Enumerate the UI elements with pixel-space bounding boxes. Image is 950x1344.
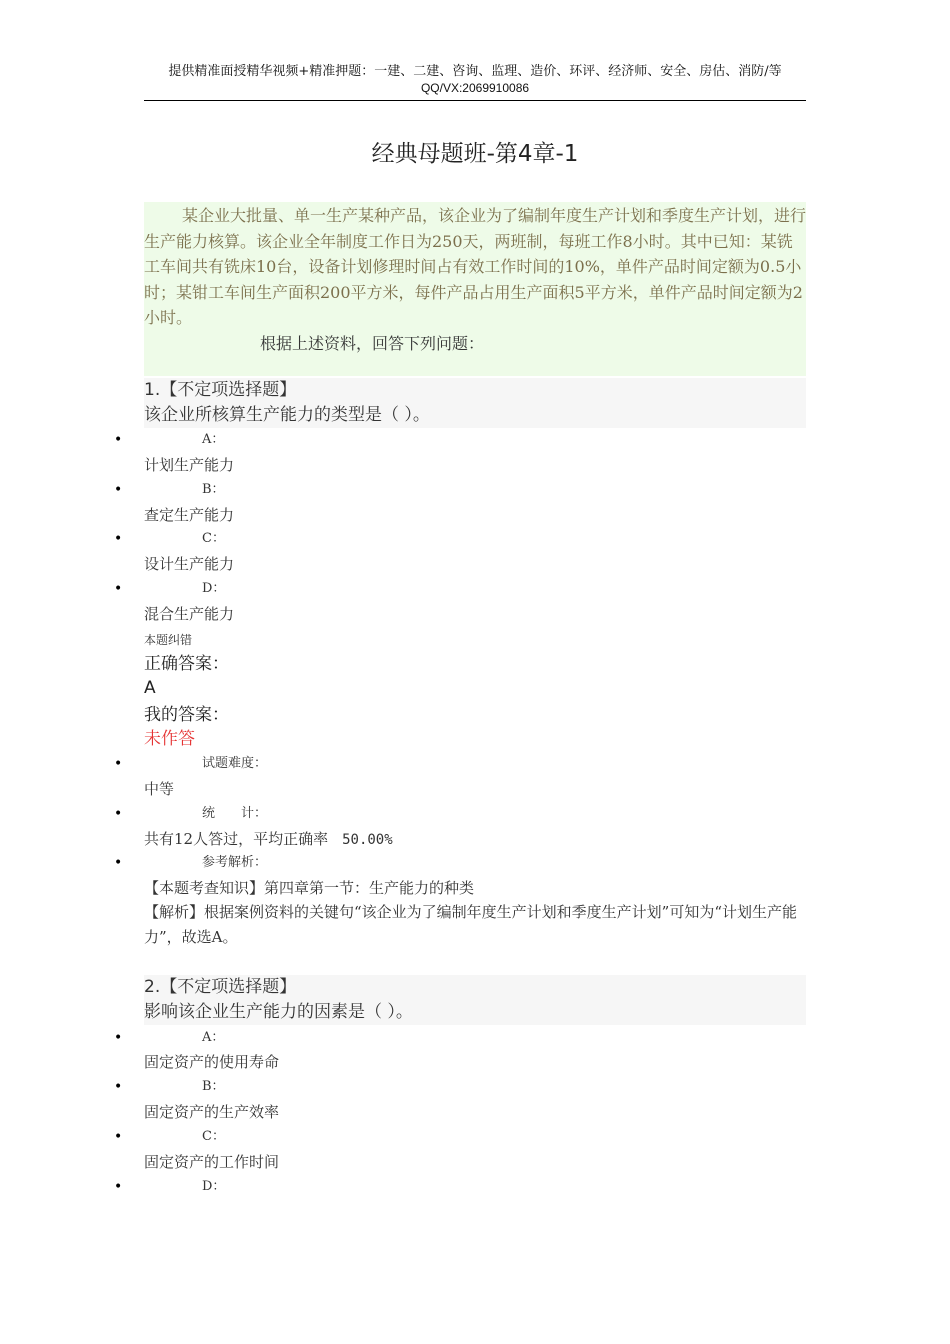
stats-row (114, 804, 804, 824)
question-1-stem: 该企业所核算生产能力的类型是（ ）。 (144, 405, 430, 425)
option-c[interactable] (114, 529, 804, 549)
question-1-header (144, 378, 806, 428)
option-a[interactable] (114, 1028, 804, 1048)
analysis-label: 参考解析： (202, 855, 268, 870)
bullet-icon: • (114, 756, 123, 772)
option-a-text[interactable]: 固定资产的使用寿命 (144, 1053, 280, 1071)
option-a[interactable] (114, 430, 804, 450)
bullet-icon: • (114, 1129, 123, 1145)
bullet-icon: • (114, 806, 123, 822)
analysis-row (114, 853, 804, 873)
page-header (144, 64, 806, 96)
bullet-icon: • (114, 1179, 123, 1195)
bullet-icon: • (114, 1030, 123, 1046)
question-1-title: 1.【不定项选择题】 (144, 380, 297, 400)
question-2-header (144, 975, 806, 1025)
my-answer-label: 我的答案： (144, 705, 229, 725)
option-key: D： (202, 1179, 226, 1194)
case-material (144, 202, 806, 376)
bullet-icon: • (114, 1079, 123, 1095)
correct-answer-label: 正确答案： (144, 654, 229, 674)
option-key: A： (202, 432, 225, 447)
option-c[interactable] (114, 1127, 804, 1147)
difficulty-label: 试题难度： (202, 756, 268, 771)
option-key: D： (202, 581, 226, 596)
option-c-text[interactable]: 固定资产的工作时间 (144, 1153, 280, 1171)
option-key: C： (202, 531, 225, 546)
header-contact-text: QQ/VX:2069910086 (420, 81, 530, 95)
bullet-icon: • (114, 581, 123, 597)
stats-rate: 50.00% (342, 832, 393, 848)
question-2-title: 2.【不定项选择题】 (144, 977, 297, 997)
header-promo-text: 提供精准面授精华视频+精准押题：一建、二建、咨询、监理、造价、环评、经济师、安全、房估、消防/等 (168, 64, 782, 79)
my-answer-value: 未作答 (144, 729, 195, 749)
analysis-knowledge: 【本题考查知识】第四章第一节：生产能力的种类 (144, 879, 475, 897)
correct-answer-value: A (144, 678, 156, 698)
option-c-text[interactable]: 设计生产能力 (144, 555, 235, 573)
option-key: B： (202, 482, 225, 497)
stats-label: 统 计： (202, 806, 268, 821)
option-key: C： (202, 1129, 225, 1144)
option-b[interactable] (114, 1077, 804, 1097)
case-instruction: 根据上述资料，回答下列问题： (260, 333, 485, 353)
stats-value (144, 829, 806, 850)
bullet-icon: • (114, 432, 123, 448)
bullet-icon: • (114, 531, 123, 547)
page-title: 经典母题班-第4章-1 (371, 141, 579, 167)
difficulty-value: 中等 (144, 780, 175, 798)
report-error-link[interactable]: 本题纠错 (144, 633, 193, 647)
option-d-text[interactable]: 混合生产能力 (144, 605, 235, 623)
question-2-stem: 影响该企业生产能力的因素是（ ）。 (144, 1002, 413, 1022)
option-b-text[interactable]: 查定生产能力 (144, 506, 235, 524)
option-d[interactable] (114, 579, 804, 599)
option-key: B： (202, 1079, 225, 1094)
option-b-text[interactable]: 固定资产的生产效率 (144, 1103, 280, 1121)
stats-text: 共有12人答过，平均正确率 (144, 830, 329, 848)
option-key: A： (202, 1030, 225, 1045)
analysis-text: 【解析】根据案例资料的关键句“该企业为了编制年度生产计划和季度生产计划”可知为“计划生产能力”，故选A。 (144, 903, 798, 946)
option-a-text[interactable]: 计划生产能力 (144, 456, 235, 474)
option-d[interactable] (114, 1177, 804, 1197)
case-paragraph: 某企业大批量、单一生产某种产品，该企业为了编制年度生产计划和季度生产计划，进行生产能力核算。该企业全年制度工作日为250天，两班制，每班工作8小时。其中已知：某铣工车间共有铣床10台，设备计划修理时间占有效工作时间的10%，单件产品时间定额为0.5小时；某钳工车间生产面积200平方米，每件产品占用生产面积5平方米，单件产品时间定额为2小时。 (144, 206, 807, 327)
option-b[interactable] (114, 480, 804, 500)
header-divider (144, 100, 806, 101)
bullet-icon: • (114, 855, 123, 871)
bullet-icon: • (114, 482, 123, 498)
difficulty-row (114, 754, 804, 774)
